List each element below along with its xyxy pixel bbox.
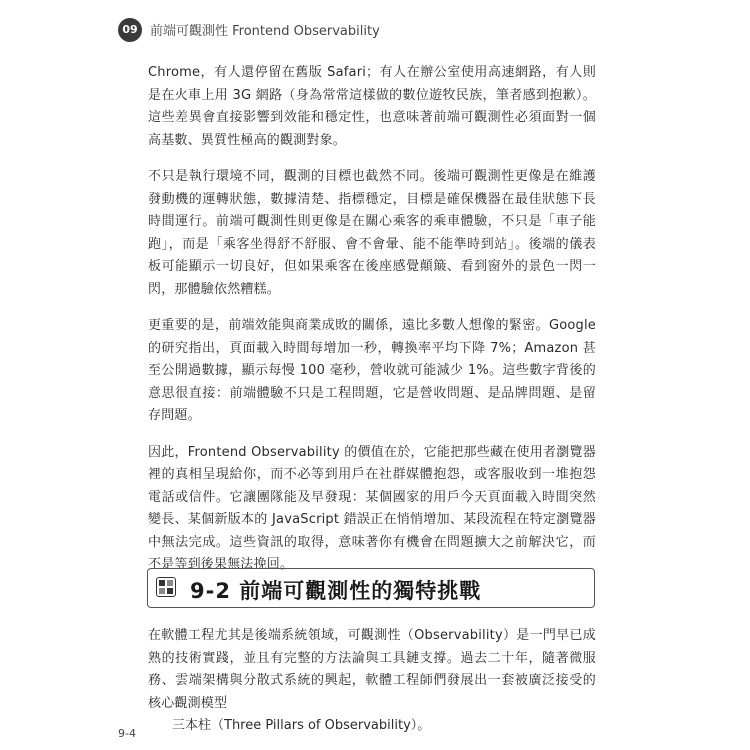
chapter-number-badge: 09 [118, 18, 142, 42]
paragraph-4: 因此，Frontend Observability 的價值在於，它能把那些藏在使用者瀏覽器裡的真相呈現給你，而不必等到用戶在社群媒體抱怨，或客服收到一堆抱怨電話或信件。它讓團隊能及早發現：某個國家的用戶今天頁面載入時間突然變長、某個新版本的 JavaScript 錯誤正在悄悄增加、某段流程在特定瀏覽器中無法完成。這些資訊的取得，意味著你有機會在問題擴大之前解決它，而不是等到後果無法挽回。 [148, 444, 596, 572]
section-body-text [148, 625, 596, 738]
section-paragraph: 在軟體工程尤其是後端系統領域，可觀測性（Observability）是一門早已成熟的技術實踐，並且有完整的方法論與工具鏈支撐。過去二十年，隨著微服務、雲端架構與分散式系統的興起，軟體工程師們發展出一套被廣泛接受的核心觀測模型 [148, 628, 596, 711]
section-heading-box [147, 568, 595, 608]
section-indent-line: 三本柱（Three Pillars of Observability）。 [172, 718, 431, 733]
chapter-title: 前端可觀測性 Frontend Observability [150, 24, 380, 39]
section-title: 9-2 前端可觀測性的獨特挑戰 [190, 579, 482, 603]
page-number: 9-4 [118, 727, 136, 740]
paragraph-2: 不只是執行環境不同，觀測的目標也截然不同。後端可觀測性更像是在維護發動機的運轉狀態，數據清楚、指標穩定，目標是確保機器在最佳狀態下長時間運行。前端可觀測性則更像是在關心乘客的乘車體驗，不只是「車子能跑」，而是「乘客坐得舒不舒服、會不會暈、能不能準時到站」。後端的儀表板可能顯示一切良好，但如果乘客在後座感覺顛簸、看到窗外的景色一閃一閃，那體驗依然糟糕。 [148, 169, 596, 297]
paragraph-1: Chrome，有人還停留在舊版 Safari；有人在辦公室使用高速網路，有人則是在火車上用 3G 網路（身為常常這樣做的數位遊牧民族，筆者感到抱歉）。這些差異會直接影響到效能和穩定性，也意味著前端可觀測性必須面對一個高基數、異質性極高的觀測對象。 [148, 65, 596, 148]
checklist-icon [156, 577, 176, 597]
page-header [0, 0, 750, 40]
body-text [148, 62, 596, 591]
paragraph-3: 更重要的是，前端效能與商業成敗的關係，遠比多數人想像的緊密。Google 的研究指出，頁面載入時間每增加一秒，轉換率平均下降 7%；Amazon 甚至公開過數據，顯示每慢 100 毫秒，營收就可能減少 1%。這些數字背後的意思很直接：前端體驗不只是工程問題，它是營收問題、是品牌問題、是留存問題。 [148, 318, 596, 423]
